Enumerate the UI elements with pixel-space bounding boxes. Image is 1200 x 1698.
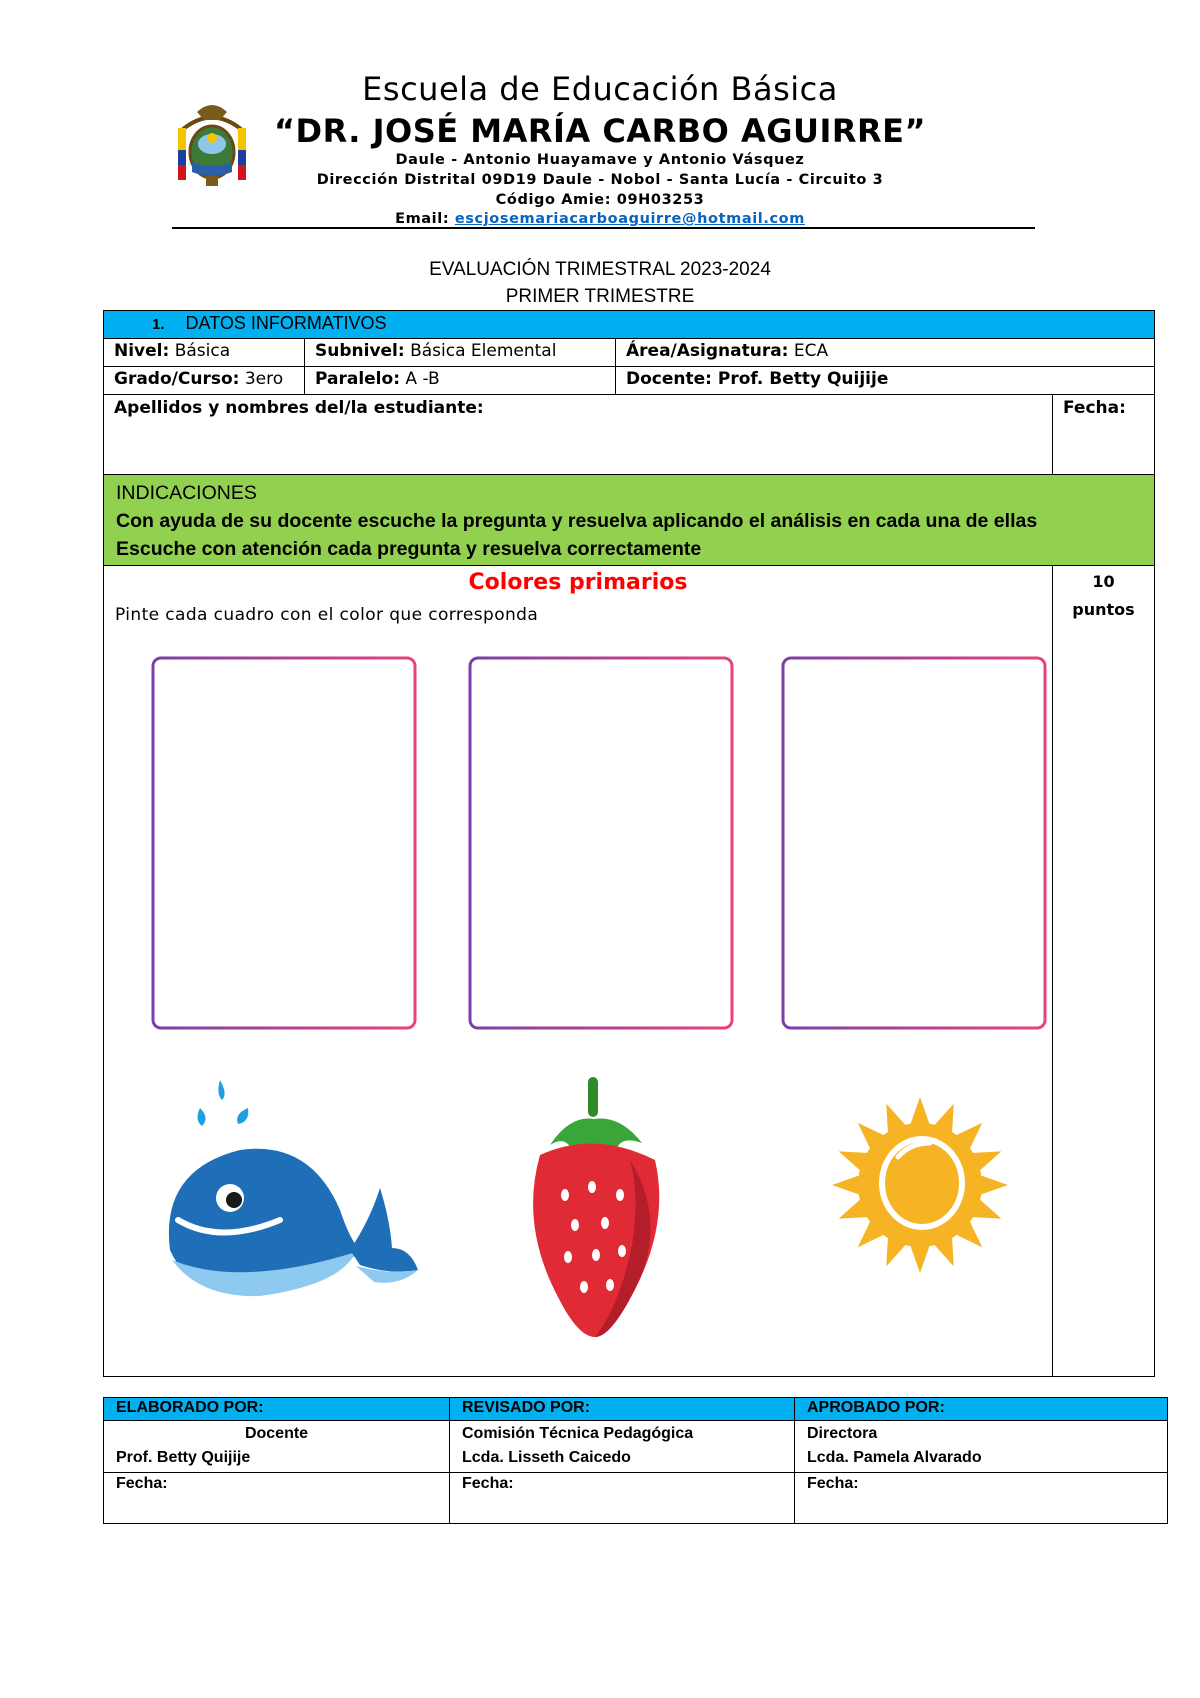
nivel-label: Nivel: [114,341,170,361]
elaborado-fecha-label: Fecha: [116,1475,168,1492]
school-name-heading: “DR. JOSÉ MARÍA CARBO AGUIRRE” [273,112,927,150]
school-type-heading: Escuela de Educación Básica [362,70,838,108]
email-link[interactable]: escjosemariacarboaguirre@hotmail.com [454,211,805,227]
subnivel-label: Subnivel: [315,341,405,361]
elaborado-role: Docente [244,1425,309,1442]
subnivel-cell [304,338,616,367]
revisado-fecha-label: Fecha: [462,1475,514,1492]
paralelo-cell [304,366,616,395]
student-name-field[interactable] [103,394,1053,475]
elaborado-name: Prof. Betty Quijije [116,1449,251,1466]
header-divider [172,227,1035,229]
color-box-1[interactable] [150,655,420,1035]
revisado-name: Lcda. Lisseth Caicedo [462,1449,631,1466]
indicaciones-line-1: Con ayuda de su docente escuche la pregunta y resuelva aplicando el análisis en cada una de ellas [116,510,1038,532]
section-number: 1. [152,316,165,333]
elaborado-cell [103,1420,450,1473]
sun-ray [832,1175,861,1195]
fecha-label: Fecha: [1063,398,1126,418]
docente-cell: Docente: Prof. Betty Quijije [615,366,1155,395]
aprobado-cell [794,1420,1168,1473]
color-box-3[interactable] [780,655,1050,1035]
school-district: Dirección Distrital 09D19 Daule - Nobol - Santa Lucía - Circuito 3 [316,172,884,188]
revisado-fecha-field[interactable] [449,1472,795,1524]
area-label: Área/Asignatura: [626,341,789,361]
aprobado-fecha-label: Fecha: [807,1475,859,1492]
exam-title: EVALUACIÓN TRIMESTRAL 2023-2024 [429,259,771,280]
sun-ray [910,1244,930,1273]
color-box-2[interactable] [467,655,737,1035]
strawberry-icon [520,1075,670,1340]
indicaciones-title: INDICACIONES [116,482,257,504]
area-value: ECA [793,341,829,361]
aprobado-fecha-field[interactable] [794,1472,1168,1524]
sun-ray [910,1097,930,1126]
question-instruction: Pinte cada cuadro con el color que corresponda [115,605,539,625]
elaborado-header: ELABORADO POR: [103,1397,450,1421]
school-amie-code: Código Amie: 09H03253 [495,192,705,208]
fecha-field[interactable] [1052,394,1155,475]
student-name-label: Apellidos y nombres del/la estudiante: [114,398,484,418]
elaborado-fecha-field[interactable] [103,1472,450,1524]
nivel-value: Básica [174,341,231,361]
grado-value: 3ero [244,369,284,389]
grado-label: Grado/Curso: [114,369,240,389]
section-title: DATOS INFORMATIVOS [185,313,387,333]
indicaciones-line-2: Escuche con atención cada pregunta y resuelva correctamente [116,538,702,560]
datos-informativos-header [103,310,1155,339]
whale-icon [160,1070,420,1320]
question-title: Colores primarios [468,570,688,595]
points-label: puntos [1072,600,1135,619]
points-value: 10 [1092,572,1115,591]
sun-ray [979,1175,1008,1195]
grado-cell [103,366,305,395]
revisado-header: REVISADO POR: [449,1397,795,1421]
school-email-line [0,211,1200,227]
sun-icon [830,1095,1010,1275]
area-cell [615,338,1155,367]
revisado-cell [449,1420,795,1473]
subnivel-value: Básica Elemental [410,341,557,361]
paralelo-value: A -B [405,369,440,389]
revisado-role: Comisión Técnica Pedagógica [462,1425,694,1442]
indicaciones-box [103,474,1155,566]
exam-subtitle: PRIMER TRIMESTRE [505,286,695,307]
aprobado-role: Directora [807,1425,878,1442]
school-address: Daule - Antonio Huayamave y Antonio Vásquez [395,152,805,168]
aprobado-name: Lcda. Pamela Alvarado [807,1449,982,1466]
aprobado-header: APROBADO POR: [794,1397,1168,1421]
paralelo-label: Paralelo: [315,369,400,389]
nivel-cell [103,338,305,367]
points-cell [1052,565,1155,1377]
email-label: Email: [395,211,450,227]
